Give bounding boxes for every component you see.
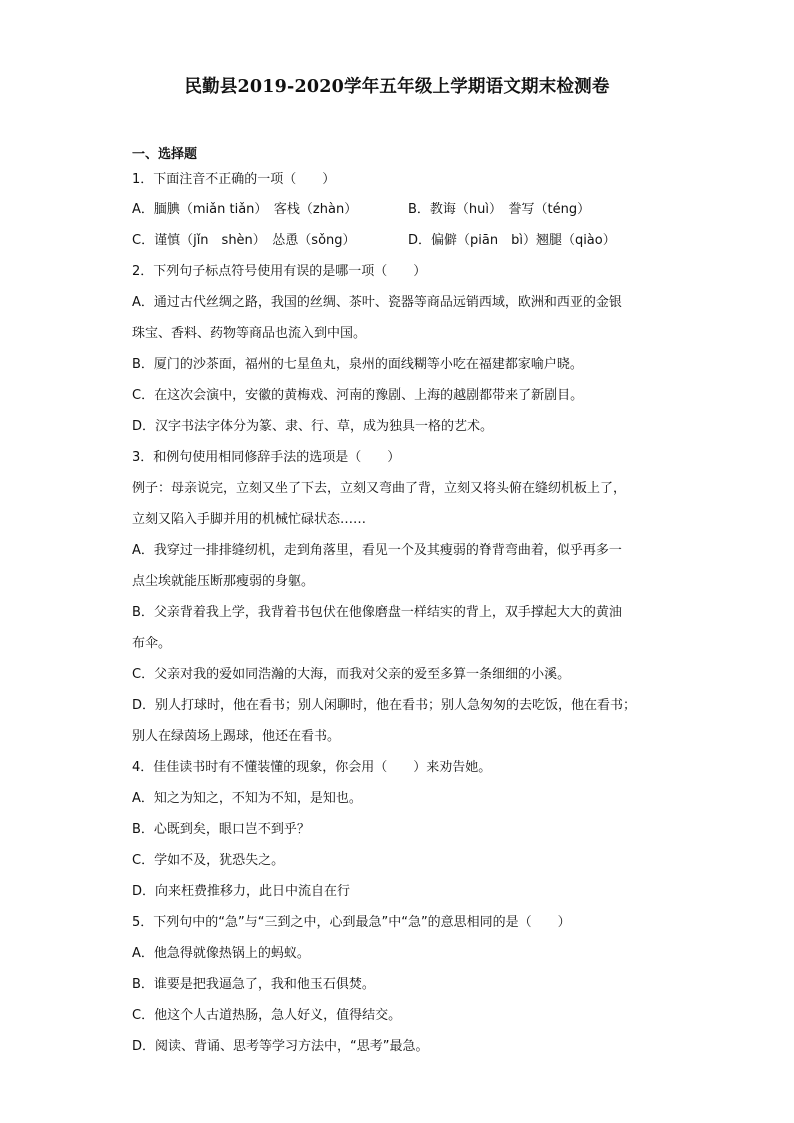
question-2-option-c: C．在这次会演中，安徽的黄梅戏、河南的豫剧、上海的越剧都带来了新剧目。 (132, 388, 584, 403)
question-3-option-b-cont: 布伞。 (132, 636, 172, 651)
question-1-option-d: D．偏僻（piān bì）翘腿（qiào） (408, 233, 616, 248)
question-2-option-d: D．汉字书法字体分为篆、隶、行、草，成为独具一格的艺术。 (132, 419, 494, 434)
question-3-option-b: B．父亲背着我上学，我背着书包伏在他像磨盘一样结实的背上，双手撑起大大的黄油 (132, 605, 622, 620)
question-3-stem: 3．和例句使用相同修辞手法的选项是（ ） (132, 450, 401, 465)
question-5-option-b: B．谁要是把我逼急了，我和他玉石俱焚。 (132, 977, 375, 992)
question-2-option-b: B．厦门的沙茶面，福州的七星鱼丸，泉州的面线糊等小吃在福建都家喻户晓。 (132, 357, 583, 372)
question-5-stem: 5．下列句中的“急”与“三到之中，心到最急”中“急”的意思相同的是（ ） (132, 915, 571, 930)
page-title: 民勤县2019-2020学年五年级上学期语文期末检测卷 (184, 77, 610, 97)
question-3-option-d: D．别人打球时，他在看书；别人闲聊时，他在看书；别人急匆匆的去吃饭，他在看书； (132, 698, 637, 713)
question-3-option-a-cont: 点尘埃就能压断那瘦弱的身躯。 (132, 574, 315, 589)
question-2-option-a-cont: 珠宝、香料、药物等商品也流入到中国。 (132, 326, 367, 341)
question-1-options-row-2 (132, 225, 672, 256)
question-1-stem: 1．下面注音不正确的一项（ ） (132, 172, 336, 187)
question-2-stem: 2．下列句子标点符号使用有误的是哪一项（ ） (132, 264, 427, 279)
question-4-option-c: C．学如不及，犹恐失之。 (132, 853, 285, 868)
question-3-option-c: C．父亲对我的爱如同浩瀚的大海，而我对父亲的爱至多算一条细细的小溪。 (132, 667, 571, 682)
question-3-example-cont: 立刻又陷入手脚并用的机械忙碌状态…… (132, 512, 367, 527)
question-1-option-c: C．谨慎（jǐn shèn） 怂恿（sǒng） (132, 233, 356, 248)
question-5-option-a: A．他急得就像热锅上的蚂蚁。 (132, 946, 310, 961)
question-4-option-b: B．心既到矣，眼口岂不到乎？ (132, 822, 310, 837)
question-1-option-b: B．教诲（huì） 誊写（téng） (408, 202, 591, 217)
question-5-option-c: C．他这个人古道热肠，急人好义，值得结交。 (132, 1008, 402, 1023)
section-heading: 一、选择题 (132, 147, 198, 162)
question-3-option-a: A．我穿过一排排缝纫机，走到角落里，看见一个及其瘦弱的脊背弯曲着，似乎再多一 (132, 543, 622, 558)
question-1-options-row-1 (132, 194, 672, 225)
question-4-option-a: A．知之为知之，不知为不知，是知也。 (132, 791, 362, 806)
question-5-option-d: D．阅读、背诵、思考等学习方法中，“思考”最急。 (132, 1039, 429, 1054)
question-3-example: 例子：母亲说完，立刻又坐了下去，立刻又弯曲了背，立刻又将头俯在缝纫机板上了， (132, 481, 627, 496)
question-2-option-a: A．通过古代丝绸之路，我国的丝绸、茶叶、瓷器等商品远销西域，欧洲和西亚的金银 (132, 295, 622, 310)
question-4-stem: 4．佳佳读书时有不懂装懂的现象，你会用（ ）来劝告她。 (132, 760, 492, 775)
question-4-option-d: D．向来枉费推移力，此日中流自在行 (132, 884, 351, 899)
question-1-option-a: A．腼腆（miǎn tiǎn） 客栈（zhàn） (132, 202, 358, 217)
question-list (132, 145, 672, 1062)
question-3-option-d-cont: 别人在绿茵场上踢球，他还在看书。 (132, 729, 341, 744)
